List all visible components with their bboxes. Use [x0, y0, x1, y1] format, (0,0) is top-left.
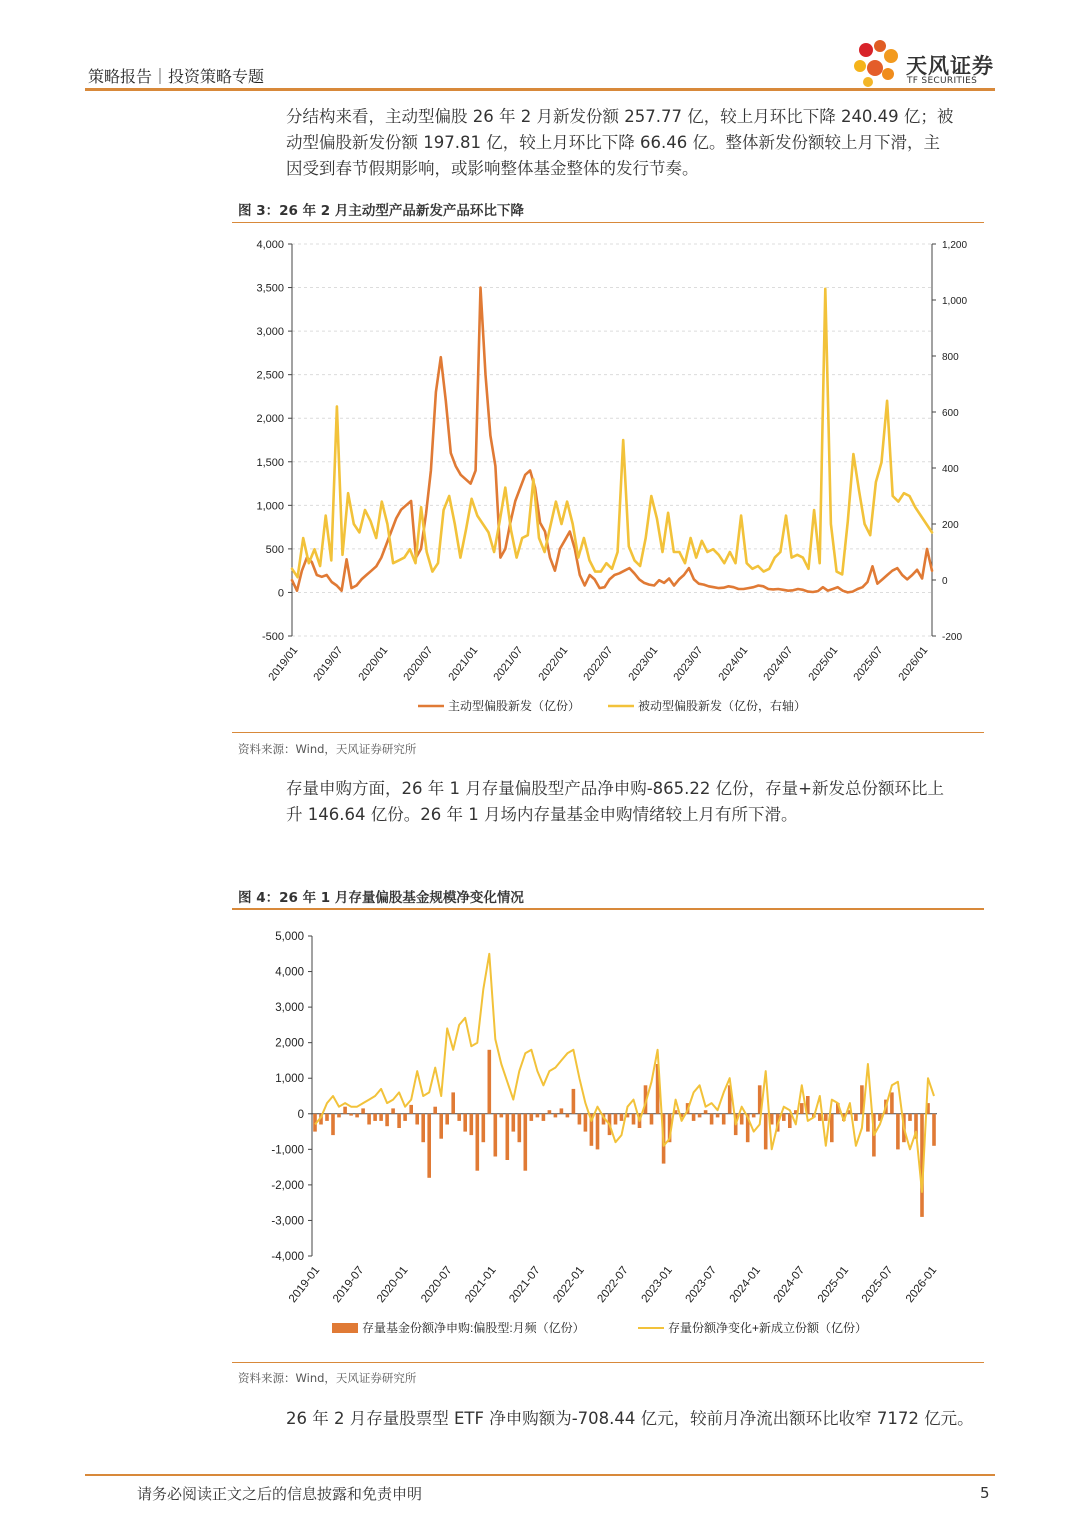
- x-tick-label: 2024-01: [727, 1264, 764, 1306]
- x-tick-label: 2023-07: [683, 1264, 720, 1306]
- series-line-1: [292, 288, 932, 593]
- bar: [824, 1114, 828, 1121]
- bar: [349, 1114, 353, 1116]
- y-tick-label-left: 2,500: [256, 369, 284, 382]
- y-tick-label: -3,000: [271, 1215, 304, 1228]
- figure-3-source: 资料来源：Wind，天风证券研究所: [238, 742, 417, 756]
- bar: [325, 1114, 329, 1121]
- bar: [524, 1114, 528, 1171]
- bar: [752, 1114, 756, 1118]
- footer-disclaimer: 请务必阅读正文之后的信息披露和免责申明: [137, 1485, 423, 1503]
- bar: [542, 1114, 546, 1121]
- y-tick-label-left: 0: [277, 587, 284, 600]
- x-tick-label: 2019/01: [266, 644, 301, 684]
- bar: [548, 1110, 552, 1114]
- y-tick-label-right: 200: [942, 520, 959, 531]
- bar: [854, 1114, 858, 1121]
- figure-4-source: 资料来源：Wind，天风证券研究所: [238, 1371, 417, 1385]
- bar: [445, 1114, 449, 1125]
- bar: [704, 1110, 708, 1114]
- bar: [698, 1114, 702, 1118]
- bar: [512, 1114, 516, 1132]
- bar: [896, 1114, 900, 1150]
- paragraph-1-line-3: 因受到春节假期影响，或影响整体基金整体的发行节奏。: [286, 159, 699, 178]
- bar: [457, 1114, 461, 1121]
- bar: [788, 1114, 792, 1128]
- x-tick-label: 2024/01: [716, 644, 751, 684]
- y-tick-label: 2,000: [275, 1037, 304, 1050]
- page-number: 5: [980, 1484, 990, 1502]
- bar: [764, 1114, 768, 1150]
- bar: [578, 1114, 582, 1125]
- y-tick-label-left: -500: [261, 631, 284, 643]
- x-tick-label: 2022-01: [551, 1264, 587, 1306]
- y-tick-label-left: 1,500: [256, 456, 284, 469]
- legend-label-line: 存量份额净变化+新成立份额（亿份）: [668, 1321, 868, 1335]
- bar: [566, 1114, 570, 1118]
- bar: [482, 1114, 486, 1142]
- logo-text-cn: 天风证券: [906, 54, 994, 78]
- bar: [740, 1114, 744, 1125]
- bar: [463, 1114, 467, 1132]
- bar: [866, 1114, 870, 1132]
- y-tick-label-right: -200: [942, 632, 963, 643]
- series-line: [315, 954, 934, 1192]
- bar: [439, 1114, 443, 1139]
- bar: [650, 1114, 654, 1125]
- x-tick-label: 2024-07: [771, 1264, 808, 1306]
- x-tick-label: 2022/01: [536, 644, 571, 684]
- bar: [361, 1108, 365, 1113]
- x-tick-label: 2020/01: [356, 644, 391, 684]
- bar: [506, 1114, 510, 1160]
- x-tick-label: 2021-01: [463, 1264, 499, 1306]
- y-tick-label-left: 1,000: [256, 500, 284, 513]
- bar: [337, 1114, 341, 1118]
- bar: [632, 1114, 636, 1125]
- bar: [830, 1114, 834, 1142]
- bar: [722, 1114, 726, 1125]
- bar: [415, 1114, 419, 1125]
- bar: [470, 1114, 474, 1135]
- x-tick-label: 2023/01: [626, 644, 661, 684]
- y-tick-label-left: 3,000: [256, 326, 284, 339]
- legend-label-bar: 存量基金份额净申购:偏股型:月频（亿份）: [362, 1321, 585, 1335]
- bar: [554, 1114, 558, 1118]
- y-tick-label-right: 1,000: [942, 296, 968, 307]
- bar: [476, 1114, 480, 1171]
- y-tick-label: -4,000: [271, 1251, 304, 1263]
- bar: [409, 1105, 413, 1114]
- legend-swatch-bar: [332, 1323, 358, 1333]
- figure-3-chart: [232, 226, 984, 726]
- x-tick-label: 2025-07: [859, 1264, 896, 1306]
- bar: [385, 1114, 389, 1126]
- bar: [614, 1114, 618, 1125]
- report-header-title: 策略报告｜投资策略专题: [88, 67, 265, 86]
- y-tick-label-left: 3,500: [256, 282, 284, 295]
- bar: [421, 1114, 425, 1142]
- flower-logo-icon: [854, 40, 898, 87]
- bar: [716, 1114, 720, 1118]
- y-tick-label: 1,000: [275, 1073, 304, 1086]
- y-tick-label-right: 400: [942, 464, 959, 475]
- x-tick-label: 2019-07: [330, 1264, 367, 1306]
- x-tick-label: 2022/07: [581, 644, 616, 684]
- x-tick-label: 2024/07: [761, 644, 796, 684]
- bar: [373, 1114, 377, 1121]
- bar: [500, 1114, 504, 1118]
- x-tick-label: 2021/01: [446, 644, 481, 684]
- bar: [596, 1114, 600, 1150]
- bar: [932, 1114, 936, 1146]
- bar: [530, 1114, 534, 1121]
- x-tick-label: 2025/01: [806, 644, 841, 684]
- paragraph-1: [286, 104, 996, 182]
- x-tick-label: 2020-01: [375, 1264, 411, 1306]
- legend-label-1: 主动型偏股新发（亿份）: [448, 699, 581, 713]
- x-tick-label: 2025/07: [851, 644, 886, 684]
- bar: [692, 1114, 696, 1121]
- x-tick-label: 2019/07: [311, 644, 346, 684]
- bar: [782, 1114, 786, 1121]
- figure-3-title: 图 3：26 年 2 月主动型产品新发产品环比下降: [238, 203, 524, 219]
- paragraph-1-line-1: 分结构来看，主动型偏股 26 年 2 月新发份额 257.77 亿，较上月环比下降 240.49 亿；被: [286, 107, 954, 126]
- bar: [403, 1114, 407, 1121]
- bar: [536, 1114, 540, 1118]
- y-tick-label-left: 4,000: [256, 239, 284, 251]
- bar: [620, 1114, 624, 1121]
- bar: [890, 1092, 894, 1113]
- y-tick-label: -1,000: [271, 1144, 304, 1157]
- legend-label-2: 被动型偏股新发（亿份，右轴）: [638, 699, 807, 713]
- bar: [451, 1092, 455, 1113]
- bar: [908, 1114, 912, 1121]
- logo-text-en: TF SECURITIES: [907, 76, 978, 86]
- bar: [584, 1114, 588, 1132]
- paragraph-3: 26 年 2 月存量股票型 ETF 净申购额为-708.44 亿元，较前月净流出额环比收窄 7172 亿元。: [286, 1409, 974, 1428]
- bar: [572, 1089, 576, 1114]
- x-tick-label: 2021/07: [491, 644, 526, 684]
- figure-3-top-rule: [232, 222, 984, 223]
- x-tick-label: 2020/07: [401, 644, 436, 684]
- y-tick-label: 3,000: [275, 1002, 304, 1015]
- x-tick-label: 2020-07: [419, 1264, 455, 1306]
- x-tick-label: 2023/07: [671, 644, 706, 684]
- bar: [355, 1114, 359, 1118]
- paragraph-2-line-1: 存量申购方面，26 年 1 月存量偏股型产品净申购-865.22 亿份，存量+新发总份额环比上: [286, 779, 944, 798]
- bar: [427, 1114, 431, 1178]
- y-tick-label-right: 1,200: [942, 240, 968, 251]
- x-tick-label: 2021-07: [507, 1264, 543, 1306]
- bar: [379, 1114, 383, 1121]
- footer-divider: [85, 1474, 995, 1476]
- figure-4-title: 图 4：26 年 1 月存量偏股基金规模净变化情况: [238, 890, 524, 906]
- y-tick-label: -2,000: [271, 1179, 304, 1192]
- bar: [494, 1114, 498, 1157]
- y-tick-label-right: 800: [942, 352, 959, 363]
- figure-4-top-rule: [232, 908, 984, 910]
- x-tick-label: 2022-07: [595, 1264, 631, 1306]
- y-tick-label: 4,000: [275, 966, 304, 979]
- bar: [560, 1108, 564, 1113]
- bar: [397, 1114, 401, 1128]
- y-tick-label-left: 500: [265, 543, 284, 556]
- series-line-2: [292, 289, 932, 577]
- paragraph-2-line-2: 升 146.64 亿份。26 年 1 月场内存量基金申购情绪较上月有所下滑。: [286, 805, 798, 824]
- y-tick-label-left: 2,000: [256, 413, 284, 426]
- bar: [518, 1114, 522, 1142]
- bar: [433, 1107, 437, 1114]
- x-tick-label: 2023-01: [639, 1264, 675, 1306]
- figure-4-chart: [232, 914, 984, 1354]
- bar: [488, 1050, 492, 1114]
- paragraph-1-line-2: 动型偏股新发份额 197.81 亿，较上月环比下降 66.46 亿。整体新发份额较上月下滑，主: [286, 133, 940, 152]
- figure-4-bottom-rule: [232, 1362, 984, 1363]
- x-tick-label: 2019-01: [286, 1264, 323, 1306]
- bar: [343, 1107, 347, 1114]
- bar: [710, 1114, 714, 1125]
- y-tick-label: 5,000: [275, 931, 304, 943]
- bar: [331, 1114, 335, 1135]
- x-tick-label: 2026-01: [903, 1264, 940, 1306]
- bar: [367, 1114, 371, 1125]
- y-tick-label-right: 0: [942, 576, 948, 587]
- paragraph-2: [286, 776, 996, 828]
- figure-3-bottom-rule: [232, 732, 984, 733]
- bar: [818, 1114, 822, 1121]
- y-tick-label: 0: [297, 1108, 304, 1121]
- x-tick-label: 2025-01: [815, 1264, 852, 1306]
- y-tick-label-right: 600: [942, 408, 959, 419]
- bar: [800, 1103, 804, 1114]
- x-tick-label: 2026/01: [896, 644, 931, 684]
- bar: [391, 1108, 395, 1113]
